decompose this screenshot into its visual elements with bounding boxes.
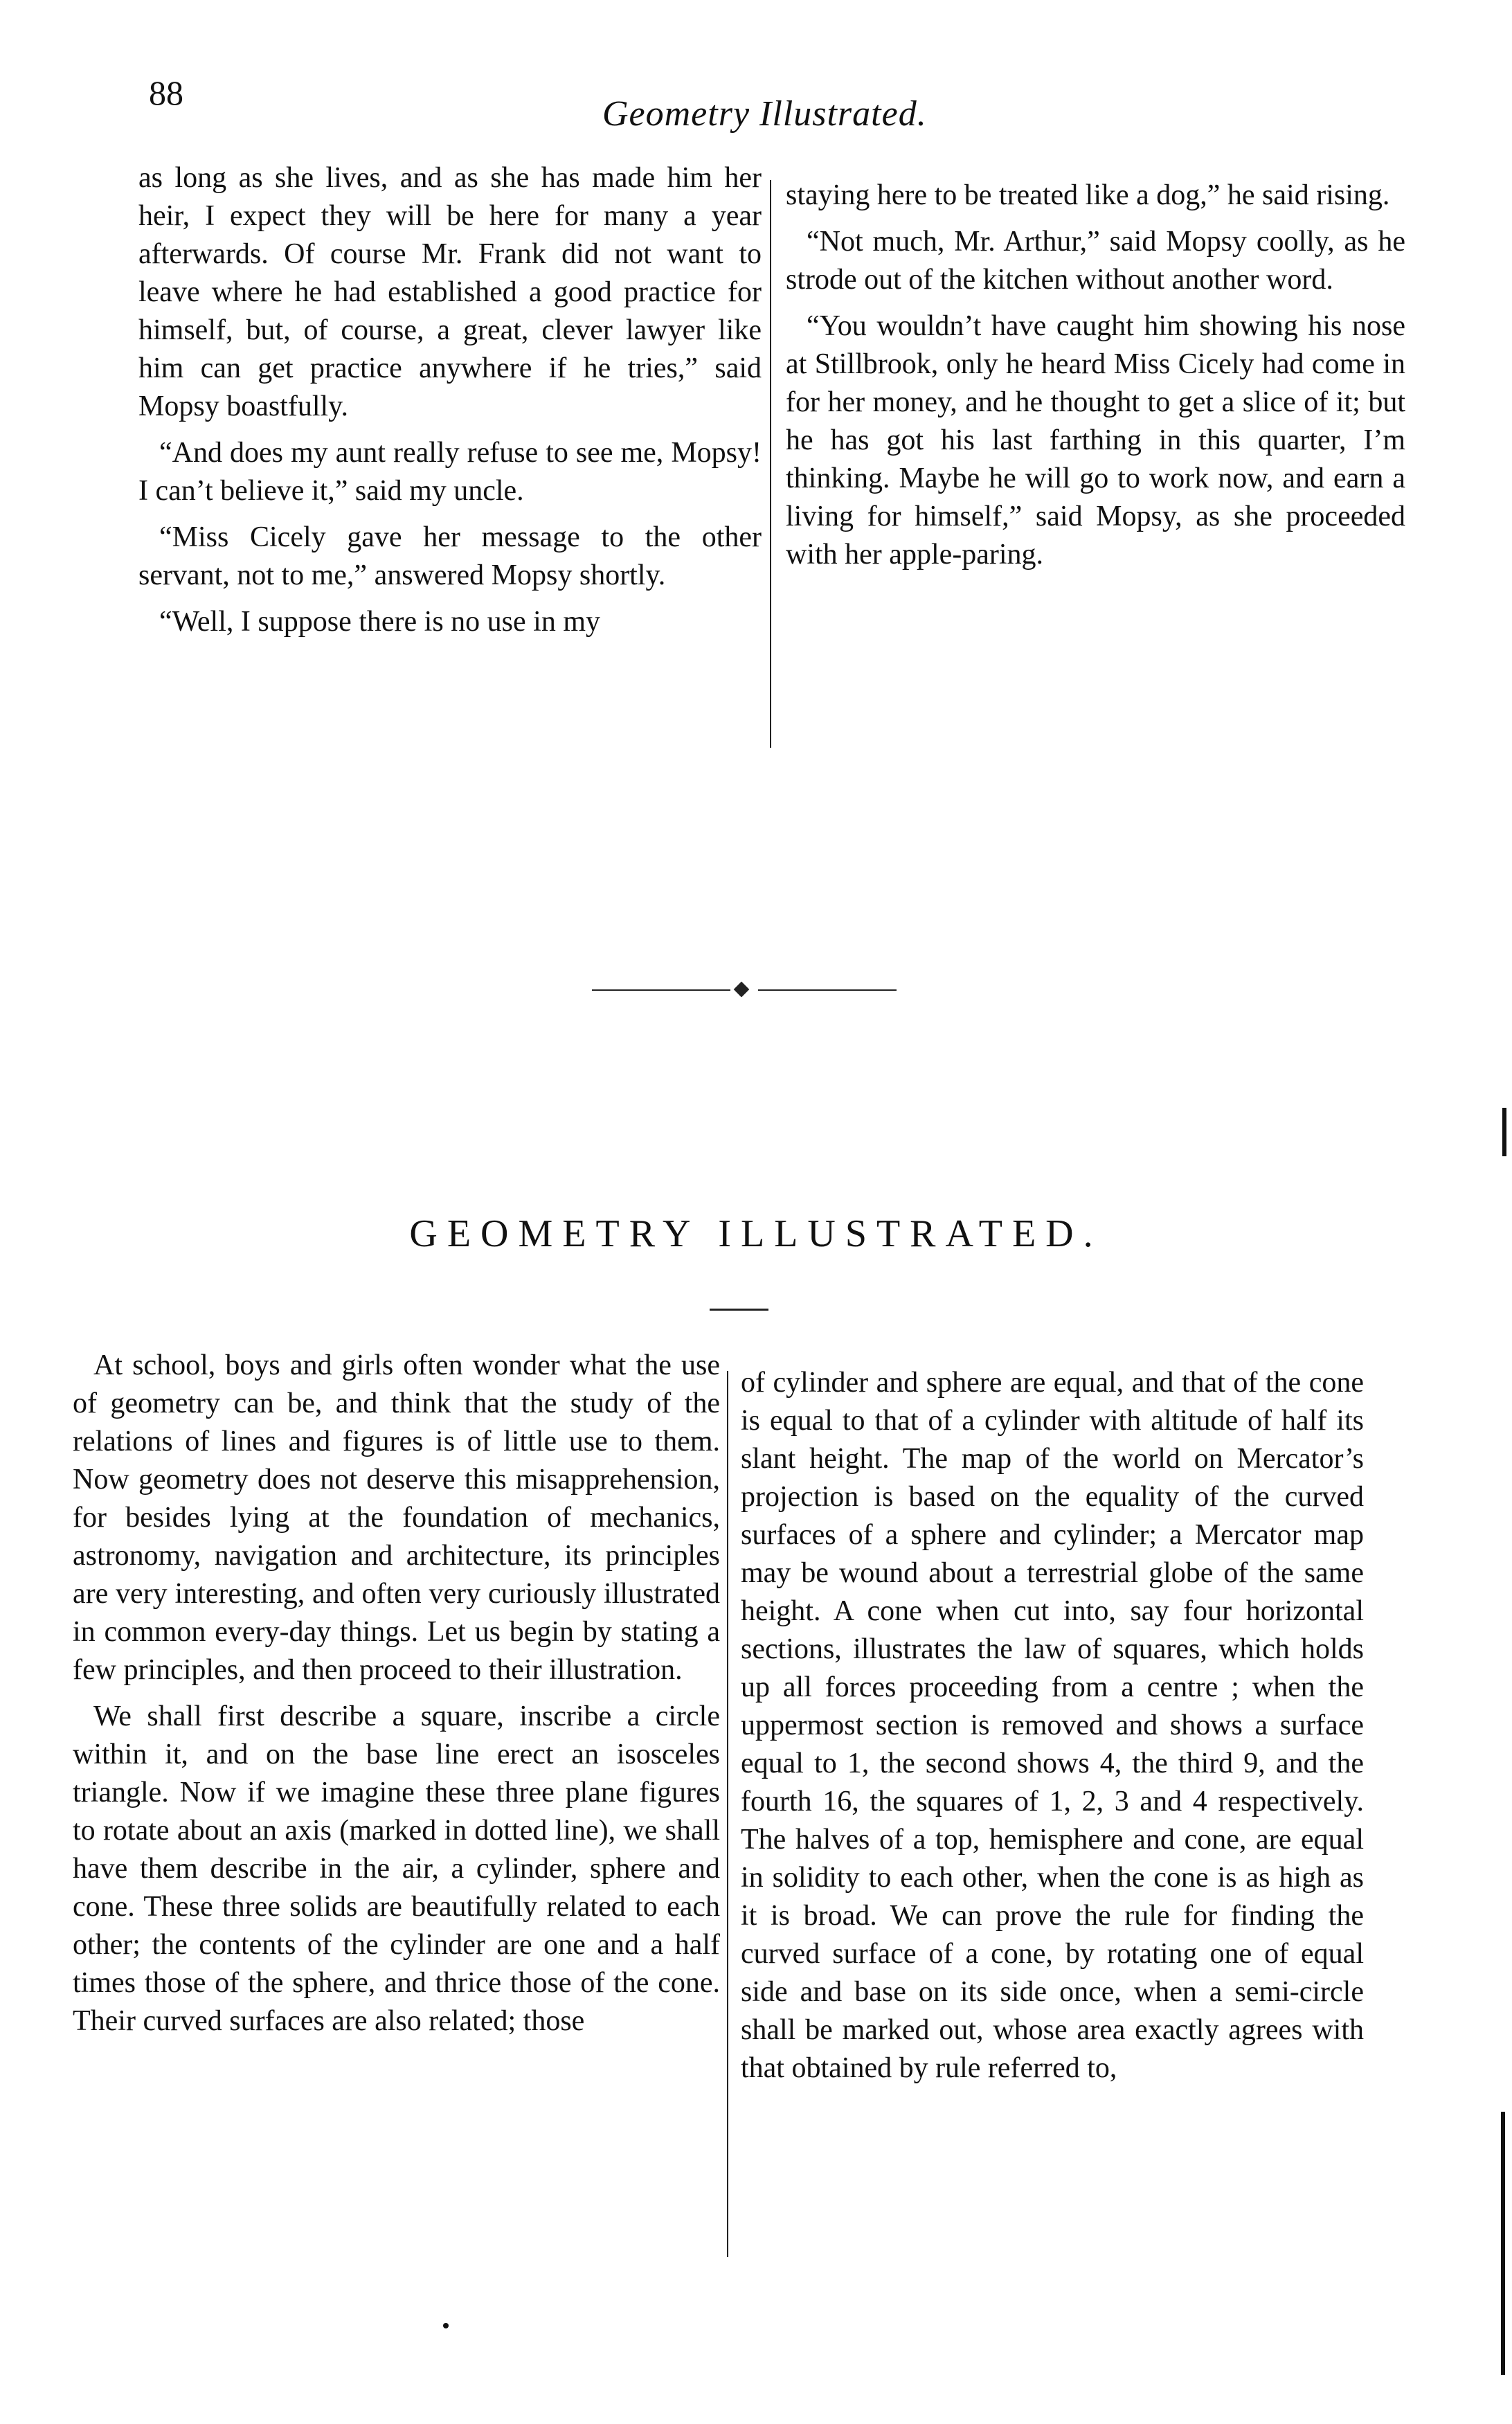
page-edge-mark xyxy=(1502,1108,1506,1156)
page-edge-mark xyxy=(1501,2112,1505,2375)
story-right-column xyxy=(786,177,1405,582)
article-right-column xyxy=(741,1364,1364,2096)
section-ornament xyxy=(592,980,897,1000)
story-paragraph: as long as she lives, and as she has made him her heir, I expect they will be here for many a year afterwards. Of course Mr. Frank did not want to leave where he had established a good practice for himself, but, of course, a great, clever lawyer like him can get practice anywhere if he tries,” said Mopsy boastfully. xyxy=(138,162,762,422)
story-paragraph: staying here to be treated like a dog,” he said rising. xyxy=(786,179,1390,211)
running-head: Geometry Illustrated. xyxy=(602,94,927,134)
article-paragraph: of cylinder and sphere are equal, and that of the cone is equal to that of a cylinder with altitude of half its slant height. The map of the world on Mercator’s projection is based on the equality of the curved surfaces of a sphere and cylinder; a Mercator map may be wound about a terrestrial globe of the same height. A cone when cut into, say four horizontal sections, illustrates the law of squares, which holds up all forces proceeding from a centre ; when the uppermost section is removed and shows a surface equal to 1, the second shows 4, the third 9, and the fourth 16, the squares of 1, 2, 3 and 4 respectively. The halves of a top, hemisphere and cone, are equal in solidity to each other, when the cone is as high as it is broad. We can prove the rule for finding the curved surface of a cone, by rotating one of equal side and base on its side once, when a semi-circle shall be marked out, whose area exactly agrees with that obtained by rule referred to, xyxy=(741,1367,1364,2084)
ink-dot xyxy=(443,2323,449,2328)
article-paragraph: At school, boys and girls often wonder what the use of geometry can be, and think that the study of the relations of lines and figures is of little use to them. Now geometry does not deserve this misapprehension, for besides lying at the foundation of mechanics, astronomy, navigation and architecture, its principles are very interesting, and often very curiously illustrated in common every-day things. Let us begin by stating a few principles, and then proceed to their illustration. xyxy=(73,1349,720,1686)
title-rule xyxy=(710,1309,768,1311)
column-divider xyxy=(770,180,771,748)
article-left-column xyxy=(73,1347,720,2049)
column-divider xyxy=(727,1371,728,2257)
article-title: GEOMETRY ILLUSTRATED. xyxy=(409,1212,1103,1255)
story-paragraph: “Not much, Mr. Arthur,” said Mopsy coolly, as he strode out of the kitchen without another word. xyxy=(786,226,1405,296)
page-number: 88 xyxy=(149,73,183,112)
article-paragraph: We shall first describe a square, inscribe a circle within it, and on the base line erect an isosceles triangle. Now if we imagine these three plane figures to rotate about an axis (marked in dotted line), we shall have them describe in the air, a cylinder, sphere and cone. These three solids are beautifully related to each other; the contents of the cylinder are one and a half times those of the sphere, and thrice those of the cone. Their curved surfaces are also related; those xyxy=(73,1700,720,2037)
story-paragraph: “Miss Cicely gave her message to the other servant, not to me,” answered Mopsy shortly. xyxy=(138,521,762,591)
story-paragraph: “You wouldn’t have caught him showing his nose at Stillbrook, only he heard Miss Cicely had come in for her money, and he thought to get a slice of it; but he has got his last farthing in this quarter, I’m thinking. Maybe he will go to work now, and earn a living for himself,” said Mopsy, as she proceeded with her apple-paring. xyxy=(786,310,1405,571)
story-paragraph: “Well, I suppose there is no use in my xyxy=(159,606,600,638)
story-left-column xyxy=(138,159,762,649)
story-paragraph: “And does my aunt really refuse to see me, Mopsy! I can’t believe it,” said my uncle. xyxy=(138,437,762,507)
